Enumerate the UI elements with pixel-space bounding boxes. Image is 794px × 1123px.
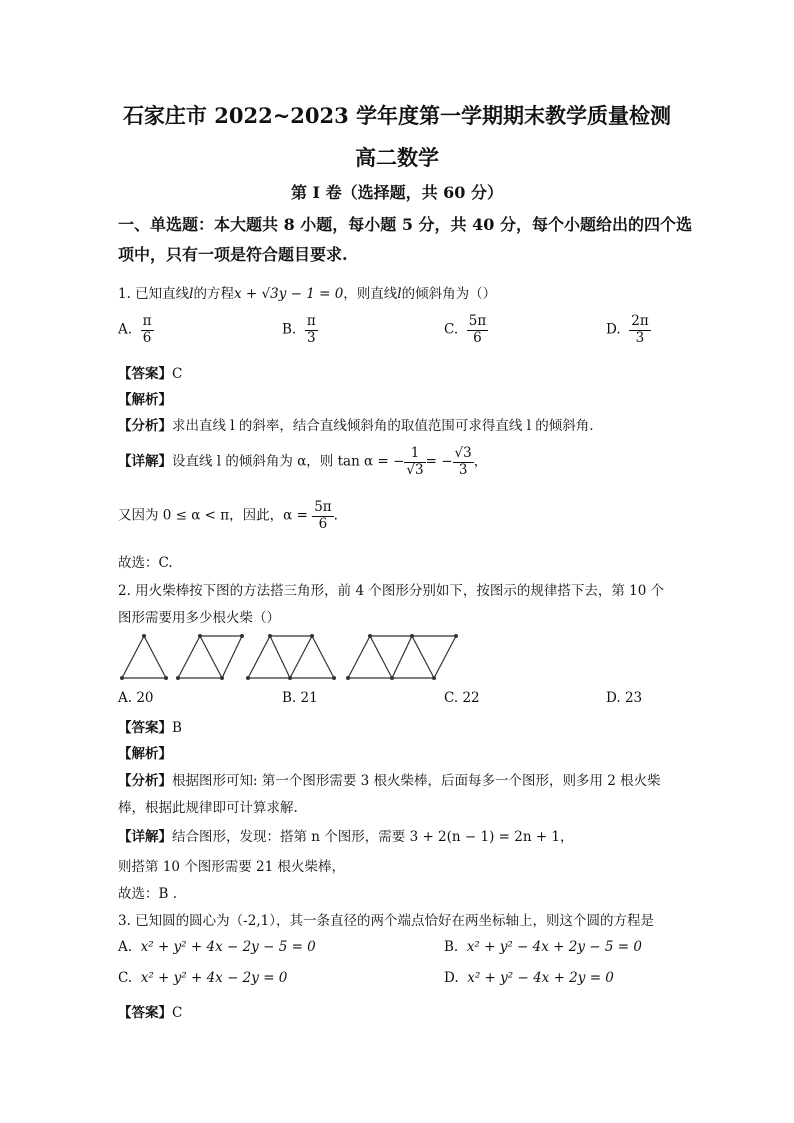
q1-fenxi: 【分析】求出直线 l 的斜率，结合直线倾斜角的取值范围可求得直线 l 的倾斜角. (118, 418, 594, 434)
q2-fenxi-line2: 棒，根据此规律即可计算求解. (118, 800, 298, 816)
q2-conclusion: 故选：B . (118, 886, 178, 902)
q3-option-b: B. x² + y² − 4x + 2y − 5 = 0 (444, 939, 642, 955)
figure-1-triangle (122, 636, 166, 678)
q1-answer: 【答案】C (118, 366, 183, 382)
q1-option-d: D. $\frac{2\pi}{3}$ (606, 313, 649, 346)
q3-option-a: A. x² + y² + 4x − 2y − 5 = 0 (118, 939, 316, 955)
q2-option-b: B. 21 (282, 690, 318, 706)
q1-xiangjie: 【详解】设直线 l 的倾斜角为 α，则 tan α = − $\frac{1}{√3}$ = − $\frac{√3}{3}$ ， (118, 445, 488, 478)
q3-option-c: C. x² + y² + 4x − 2y = 0 (118, 970, 288, 986)
q2-xiangjie-line1: 【详解】结合图形，发现：搭第 n 个图形，需要 3 + 2(n − 1) = 2n + 1， (118, 829, 574, 845)
q2-option-c: C. 22 (444, 690, 480, 706)
figure-2-parallelogram (178, 636, 242, 678)
page-title: 石家庄市 2022~2023 学年度第一学期期末教学质量检测 (122, 103, 672, 128)
section-heading-line1: 一、单选题：本大题共 8 小题，每小题 5 分，共 40 分，每个小题给出的四个选 (118, 215, 692, 234)
q1-conclusion: 故选：C. (118, 555, 173, 571)
q2-stem-line2: 图形需要用多少根火柴（） (118, 610, 280, 626)
q2-analysis-tag: 【解析】 (118, 746, 172, 762)
q2-stem-line1: 2. 用火柴棒按下图的方法搭三角形，前 4 个图形分别如下，按图示的规律搭下去，第 10 个 (118, 583, 665, 599)
q1-option-c: C. $\frac{5\pi}{6}$ (444, 313, 487, 346)
subject-title: 高二数学 (355, 145, 439, 170)
q2-xiangjie-line2: 则搭第 10 个图形需要 21 根火柴棒， (118, 859, 346, 875)
q1-stem: 1. 已知直线l的方程x + √3y − 1 = 0，则直线l的倾斜角为（） (118, 286, 497, 302)
q2-option-a: A. 20 (118, 690, 154, 706)
q1-analysis-tag: 【解析】 (118, 392, 172, 408)
q3-option-d: D. x² + y² − 4x + 2y = 0 (444, 970, 614, 986)
figure-3-trapezoid (248, 636, 334, 678)
q3-answer: 【答案】C (118, 1005, 183, 1021)
q1-youyin: 又因为 0 ≤ α < π，因此，α = $\frac{5\pi}{6}$ . (118, 499, 338, 532)
q1-option-a: A. $\frac{\pi}{6}$ (118, 313, 152, 346)
volume-title: 第 I 卷（选择题，共 60 分） (290, 183, 504, 202)
figure-2-diagonal (200, 636, 222, 678)
section-heading-line2: 项中，只有一项是符合题目要求. (118, 245, 348, 264)
q2-answer: 【答案】B (118, 720, 182, 736)
matchstick-figures (114, 628, 474, 684)
q2-fenxi-line1: 【分析】根据图形可知: 第一个图形需要 3 根火柴棒，后面每多一个图形，则多用 2 根火柴 (118, 773, 661, 789)
q1-option-b: B. $\frac{\pi}{3}$ (282, 313, 316, 346)
q3-stem: 3. 已知圆的圆心为（-2,1），其一条直径的两个端点恰好在两坐标轴上，则这个圆的方程是 (118, 913, 654, 929)
q2-option-d: D. 23 (606, 690, 643, 706)
